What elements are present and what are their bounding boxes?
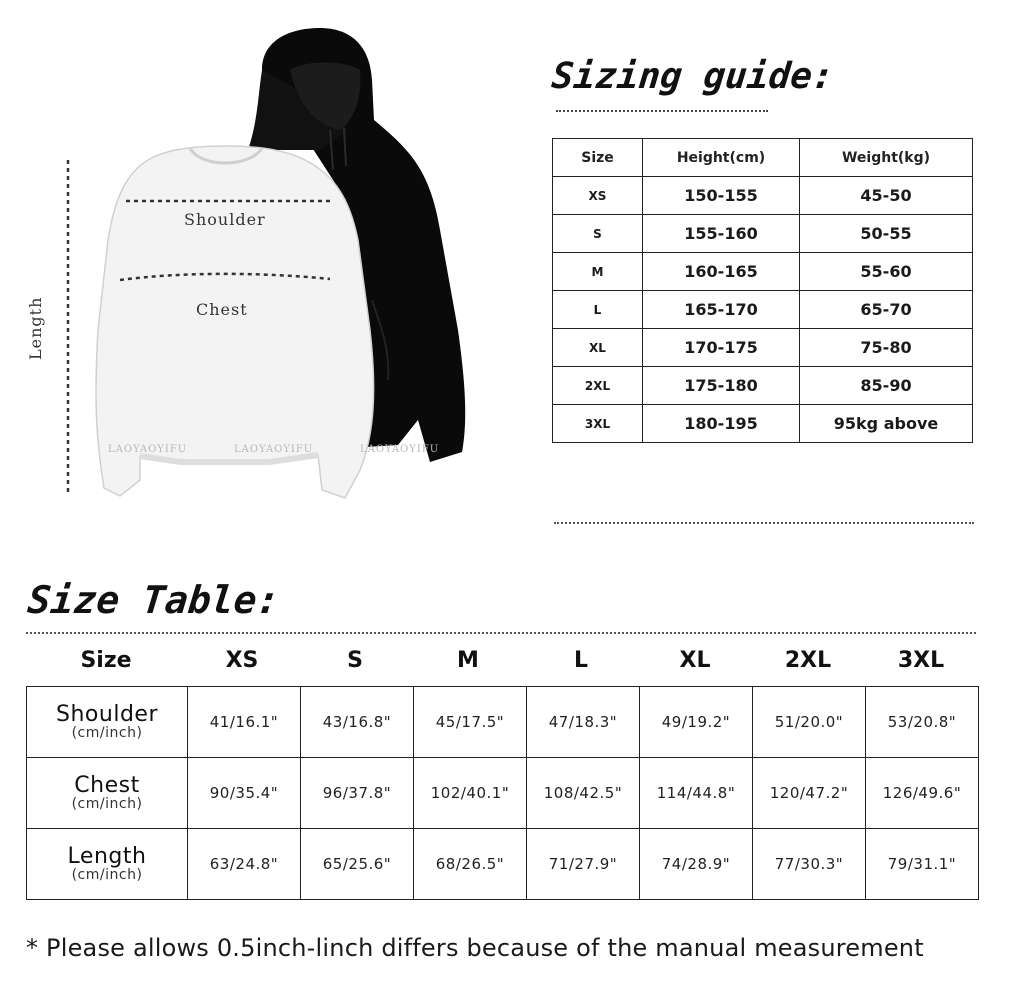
table-row — [553, 367, 973, 405]
header-size: M — [457, 648, 479, 673]
row-label-main: Shoulder — [56, 702, 158, 728]
watermark: LAOYAOYIFU — [360, 444, 440, 455]
size-table-title: Size Table: — [25, 578, 282, 622]
size-cell: XL — [553, 329, 643, 367]
value-cell: 114/44.8" — [640, 758, 753, 829]
size-cell: XS — [553, 177, 643, 215]
header-size: XL — [679, 648, 711, 673]
row-label — [27, 758, 188, 829]
value-cell: 47/18.3" — [527, 687, 640, 758]
value-cell: 45/17.5" — [414, 687, 527, 758]
row-label-main: Chest — [74, 773, 140, 799]
height-cell: 175-180 — [643, 367, 800, 405]
section-divider — [26, 632, 976, 634]
value-cell: 53/20.8" — [866, 687, 979, 758]
row-label-unit: (cm/inch) — [71, 725, 143, 742]
height-cell: 180-195 — [643, 405, 800, 443]
size-cell: 3XL — [553, 405, 643, 443]
header-size: 3XL — [897, 648, 945, 673]
height-cell: 170-175 — [643, 329, 800, 367]
value-cell: 74/28.9" — [640, 829, 753, 900]
sizing-guide-table — [552, 138, 973, 443]
value-cell: 126/49.6" — [866, 758, 979, 829]
value-cell: 68/26.5" — [414, 829, 527, 900]
table-row — [553, 215, 973, 253]
row-label-unit: (cm/inch) — [71, 796, 143, 813]
watermark: LAOYAOYIFU — [234, 444, 314, 455]
size-cell: S — [553, 215, 643, 253]
length-label: Length — [26, 296, 45, 360]
size-table-header — [28, 648, 978, 682]
value-cell: 65/25.6" — [301, 829, 414, 900]
weight-cell: 45-50 — [800, 177, 973, 215]
table-row — [553, 253, 973, 291]
value-cell: 77/30.3" — [753, 829, 866, 900]
height-cell: 165-170 — [643, 291, 800, 329]
sizing-guide-title: Sizing guide: — [549, 56, 836, 97]
height-cell: 160-165 — [643, 253, 800, 291]
weight-cell: 95kg above — [800, 405, 973, 443]
table-row — [27, 758, 979, 829]
table-row — [27, 687, 979, 758]
table-row — [553, 405, 973, 443]
footnote: * Please allows 0.5inch-linch differs because of the manual measurement — [26, 934, 924, 962]
table-header-row — [553, 139, 973, 177]
value-cell: 120/47.2" — [753, 758, 866, 829]
value-cell: 71/27.9" — [527, 829, 640, 900]
size-cell: L — [553, 291, 643, 329]
row-label — [27, 687, 188, 758]
value-cell: 96/37.8" — [301, 758, 414, 829]
size-cell: 2XL — [553, 367, 643, 405]
row-label-unit: (cm/inch) — [71, 867, 143, 884]
value-cell: 41/16.1" — [188, 687, 301, 758]
header-cell: Height(cm) — [643, 139, 800, 177]
weight-cell: 50-55 — [800, 215, 973, 253]
weight-cell: 85-90 — [800, 367, 973, 405]
garment-illustration — [0, 0, 500, 520]
garment-drawing — [0, 0, 500, 520]
value-cell: 79/31.1" — [866, 829, 979, 900]
size-measurement-table — [26, 686, 979, 900]
table-row — [27, 829, 979, 900]
chest-label: Chest — [196, 300, 248, 319]
watermark: LAOYAOYIFU — [108, 444, 188, 455]
height-cell: 150-155 — [643, 177, 800, 215]
weight-cell: 55-60 — [800, 253, 973, 291]
value-cell: 63/24.8" — [188, 829, 301, 900]
header-size: 2XL — [784, 648, 832, 673]
weight-cell: 65-70 — [800, 291, 973, 329]
shoulder-label: Shoulder — [184, 210, 266, 229]
row-label-main: Length — [67, 844, 147, 870]
value-cell: 49/19.2" — [640, 687, 753, 758]
value-cell: 51/20.0" — [753, 687, 866, 758]
section-divider — [554, 522, 974, 524]
weight-cell: 75-80 — [800, 329, 973, 367]
table-row — [553, 291, 973, 329]
header-size: S — [347, 648, 363, 673]
value-cell: 43/16.8" — [301, 687, 414, 758]
height-cell: 155-160 — [643, 215, 800, 253]
header-size: L — [573, 648, 589, 673]
header-cell: Weight(kg) — [800, 139, 973, 177]
header-size: XS — [225, 648, 259, 673]
table-row — [553, 177, 973, 215]
table-row — [553, 329, 973, 367]
title-underline — [556, 110, 768, 112]
size-cell: M — [553, 253, 643, 291]
value-cell: 102/40.1" — [414, 758, 527, 829]
value-cell: 108/42.5" — [527, 758, 640, 829]
value-cell: 90/35.4" — [188, 758, 301, 829]
header-cell: Size — [553, 139, 643, 177]
row-label — [27, 829, 188, 900]
header-size-label: Size — [80, 648, 132, 673]
